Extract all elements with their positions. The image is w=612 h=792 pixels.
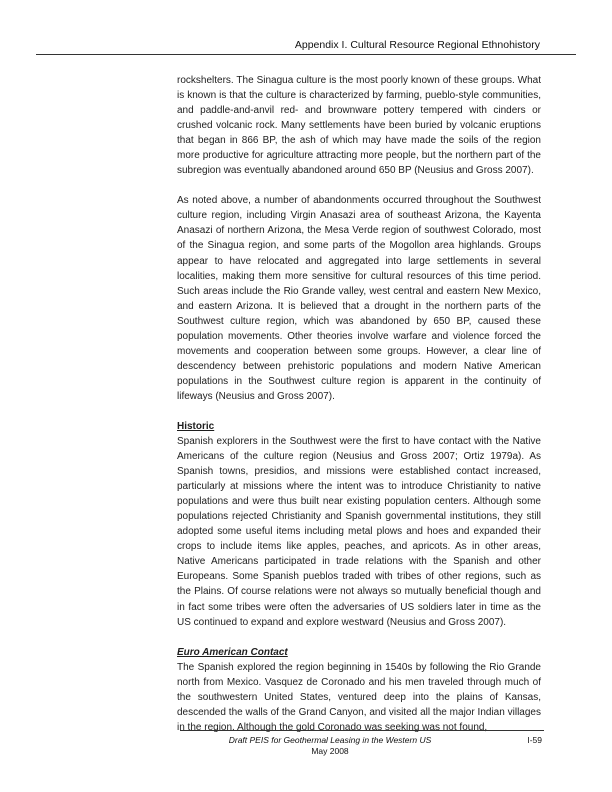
paragraph-abandonments: As noted above, a number of abandonments occurred throughout the Southwest culture region, including Virgin Anasazi area of southeast Arizona, the Kayenta Anasazi of northern Arizona, the Mesa Verde region of southwest Colorado, most of the Sinagua region, and some parts of the Mogollon area highlands. Groups appear to have relocated and aggregated into large settlements in several localities, making them more sensitive for cultural resources of this time period. Such areas include the Rio Grande valley, west central and eastern New Mexico, and eastern Arizona. It is believed that a drought in the northern parts of the Southwest culture region, which was abandoned by 650 BP, caused these population movements. Other theories involve warfare and violence forced the movements and cooperation between some groups. However, a clear line of descendency between prehistoric populations and modern Native American populations in the Southwest culture region is apparent in the continuity of lifeways (Neusius and Gross 2007). <box>177 195 541 402</box>
paragraph-euro-american-contact: The Spanish explored the region beginning in 1540s by following the Rio Grande north from Mexico. Vasquez de Coronado and his men traveled through much of the southwestern United States, ventured deep into the plains of Kansas, descended the walls of the Grand Canyon, and visited all the major Indian villages in the region. Although the gold Coronado was seeking was not found, <box>177 661 541 733</box>
paragraph-sinagua: rockshelters. The Sinagua culture is the most poorly known of these groups. What is known is that the culture is characterized by farming, pueblo-style communities, and paddle-and-anvil red- and brownware pottery tempered with cinders or crushed volcanic rock. Many settlements have been buried by volcanic eruptions that began in 866 BP, the ash of which may have made the soils of the region more productive for agriculture attracting more people, but the northern part of the subregion was eventually abandoned around 650 BP (Neusius and Gross 2007). <box>177 75 541 177</box>
section-heading-historic: Historic <box>177 420 215 432</box>
footer-date: May 2008 <box>311 746 349 756</box>
footer-document-title: Draft PEIS for Geothermal Leasing in the Western US <box>228 735 432 745</box>
document-body <box>177 73 541 735</box>
page-number: I-59 <box>527 735 542 745</box>
footer-divider <box>180 730 544 731</box>
paragraph-historic: Spanish explorers in the Southwest were the first to have contact with the Native Americans of the culture region (Neusius and Gross 2007; Ortiz 1979a). As Spanish towns, presidios, and missions were established contact increased, particularly at missions where the intent was to introduce Christianity to native populations and were thus built near existing population centers. Although some populations rejected Christianity and Spanish governmental institutions, they still adopted some useful items including metal plows and hoes and expanded their crops to include items like apples, peaches, and apricots. As in other areas, Native Americans participated in trade relations with the Spanish and other Europeans. Some Spanish pueblos traded with tribes of other regions, such as the Plains. Of course relations were not always so mutually beneficial though and in fact some tribes were often the adversaries of US soldiers later in time as the US continued to expand and explore westward (Neusius and Gross 2007). <box>177 435 541 628</box>
header-title: Appendix I. Cultural Resource Regional Ethnohistory <box>294 39 540 51</box>
section-heading-euro-american-contact: Euro American Contact <box>177 646 288 658</box>
header-divider <box>36 54 576 55</box>
